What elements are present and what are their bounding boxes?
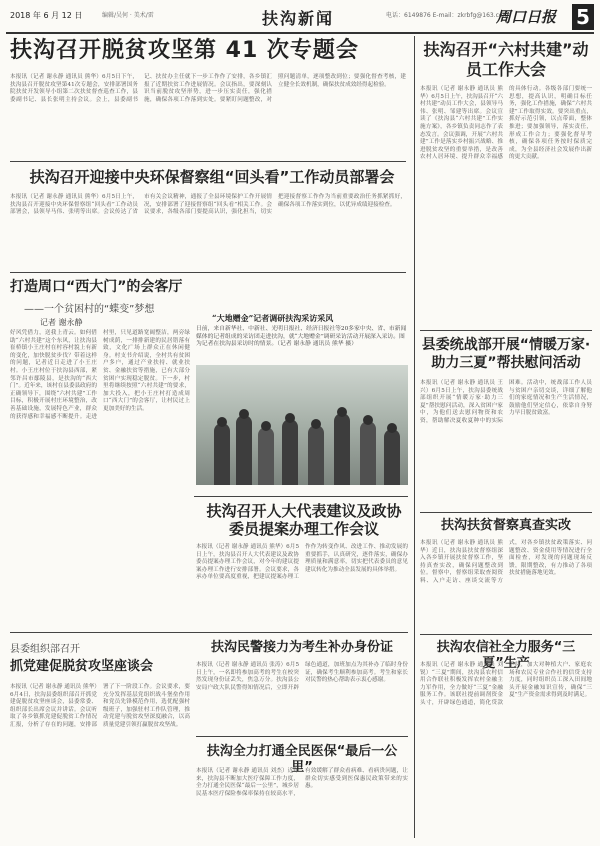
- article-4-title: 扶沟召开“六村共建”动员工作大会: [423, 40, 589, 79]
- page-header: [6, 4, 594, 34]
- page-number: 5: [572, 4, 594, 30]
- news-photo: [196, 365, 408, 485]
- article-1-title: 扶沟召开脱贫攻坚第 41 次专题会: [10, 38, 359, 63]
- article-9-kicker: 县委组织部召开: [10, 644, 80, 655]
- article-7-title: 扶沟农信社全力服务“三夏”生产: [436, 640, 576, 671]
- article-3-byline: 记者 谢永静: [40, 318, 83, 327]
- editor-credit: 编辑/吴何 · 美术/雷: [102, 12, 154, 19]
- article-3-body: 好风凭借力，送我上青云。如何借助“六村共建”这个东风，让扶沟县崔桥镇小王庄村在村容村貌上有新的变化，加快脱贫步伐？带着这样的问题，记者近日走进了小王庄村。小王庄村位于扶沟县西部，紧邻许昌市鄢陵县，是扶沟的“西大门”。近年来，该村在县委县政府的正确领导下，围绕“六村共建”工作目标，积极开展村庄环境整治，改善基础设施，发展特色产业，群众的获得感和幸福感不断提升。走进村里，只见道路宽阔整洁，两旁绿树成荫，一排排新建的民居错落有致，文化广场上群众正在休闲健身。村支书介绍说，全村共有贫困户多户，通过产业扶持、就业扶贫、金融扶贫等措施，已有大部分贫困户实现稳定脱贫。下一步，村里将继续按照“六村共建”的要求，加大投入，把小王庄村打造成周口“西大门”的会客厅，让村民过上更加美好的生活。: [10, 330, 190, 420]
- article-9-head: [10, 640, 190, 680]
- article-7-body: 本报讯（记者 谢永静 通讯员 刘锐）“三夏”期间，扶沟县农村信用合作联社积极发挥农村金融主力军作用，全力做好“三夏”金融服务工作。该联社提前调剂资金头寸，开辟绿色通道，简化贷款手续，加大对种植大户、家庭农场和农民专业合作社的信贷支持力度，同时组织员工深入田间地头开展金融知识宣传，确保“三夏”生产资金需求得到及时满足。: [420, 662, 592, 706]
- article-3-title: 打造周口“西大门”的会客厅: [10, 279, 183, 295]
- article-8-body: 本报讯（记者 谢永静 通讯员 熊华）6月5日上午，扶沟县召开人大代表建议及政协委员提案办理工作会议，对今年的建议提案办理工作进行安排部署。会议要求，各承办单位要高度重视，把建议提案办理工作作为转变作风、改进工作、推动发展的重要抓手，认真研究，逐件落实，确保办理质量和满意率，切实把代表委员的意见建议转化为推动全县发展的具体举措。: [196, 544, 408, 581]
- photo-feature-title: “大地赠金”记者调研扶沟采访采风: [212, 313, 334, 323]
- article-9-title: 抓党建促脱贫攻坚座谈会: [10, 659, 154, 674]
- photo-caption: 日前，来自新华社、中新社、光明日报社、经济日报社等20多家中央、省、市新闻媒体的记者组成的采访团走进扶沟，就“大地赠金”调研采访活动开展深入采访。图为记者在扶沟县采访时的情景。（记者 谢永静 通讯员 熊华 摄）: [196, 326, 407, 348]
- article-11-title: 扶沟全力打通全民医保“最后一公里”: [206, 744, 398, 775]
- article-5-body: 本报讯（记者 谢永静 通讯员 王兴）6月5日上午，扶沟县委统战部组织开展“情暖万家·助力三夏”帮扶慰问活动，深入贫困户家中，为他们送去慰问物资和农资，帮助解决夏收夏种中的实际困难。活动中，统战部工作人员与贫困户亲切交谈，详细了解他们的家庭情况和生产生活情况，鼓励他们坚定信心，依靠自身努力早日脱贫致富。: [420, 380, 592, 424]
- article-2-body: 本报讯（记者 谢永静 通讯员 熊华）6月5日上午，扶沟县召开迎接中央环保督察组“回头看”工作动员部署会，县领导马伟、张明等出席。会议传达了省市有关会议精神，通报了全县环境保护工作开展情况，安排部署了迎接督察组“回头看”相关工作。会议要求，各级各部门要提高认识，强化担当，切实把迎接督察工作作为当前重要政治任务抓紧抓好，确保各项工作落实到位，以优异成绩迎接检查。: [10, 194, 406, 216]
- divider: [196, 736, 408, 737]
- divider: [420, 330, 592, 331]
- article-1-title-wrap: [10, 38, 406, 70]
- article-10-body: 本报讯（记者 谢永静 通讯员 张涛）6月5日上午，一名即将参加高考的考生在校突然发现身份证丢失，焦急万分。扶沟县公安局户政大队民警得知情况后，立即开辟绿色通道，加班加点为其补办了临时身份证，确保考生顺利参加高考。考生和家长对民警的热心帮助表示衷心感谢。: [196, 662, 408, 691]
- article-11-body: 本报讯（记者 谢永静 通讯员 刘杰）近年来，扶沟县不断加大医疗保障工作力度，全力打通全民医保“最后一公里”，城乡居民基本医疗保险参保率保持在较高水平，有效缓解了群众看病难、看病贵问题，让群众切实感受到医保惠民政策带来的实惠。: [196, 768, 408, 797]
- column-divider: [414, 36, 415, 838]
- article-4-body: 本报讯（记者 谢永静 通讯员 熊华）6月5日上午，扶沟县召开“六村共建”动员工作大会，县领导马伟、张明、邹建等出席。会议宣读了《扶沟县“六村共建”工作实施方案》，各乡镇负责同志作了表态发言。会议强调，开展“六村共建”工作是落实乡村振兴战略、推进脱贫攻坚的重要举措，是改善农村人居环境、提升群众幸福感的具体行动。各级各部门要统一思想，提高认识，明确目标任务，强化工作措施，确保“六村共建”工作取得实效。要突出重点，抓好示范引领，以点带面，整体推进；要加强领导，落实责任，形成工作合力；要强化督导考核，确保各项任务按时保质完成，为全县经济社会发展作出新的更大贡献。: [420, 86, 592, 161]
- section-title: 扶沟新闻: [262, 9, 335, 28]
- article-3-subtitle: ——一个贫困村的“蝶变”梦想: [24, 304, 155, 315]
- article-2-title: 扶沟召开迎接中央环保督察组“回头看”工作动员部署会: [29, 168, 395, 186]
- article-9-body: 本报讯（记者 谢永静 通讯员 熊华）6月4日，扶沟县委组织部召开抓党建促脱贫攻坚座谈会，县委常委、组织部长出席会议并讲话。会议听取了各乡镇抓党建促脱贫工作情况汇报，分析了存在的问题，安排部署了下一阶段工作。会议要求，要充分发挥基层党组织战斗堡垒作用和党员先锋模范作用，选优配强村级班子，加强驻村工作队管理，推动党建与脱贫攻坚深度融合，以高质量党建引领打赢脱贫攻坚战。: [10, 684, 190, 728]
- divider: [194, 496, 408, 497]
- divider: [10, 632, 408, 633]
- article-5-title: 县委统战部开展“情暖万家·助力三夏”帮扶慰问活动: [421, 337, 591, 371]
- article-1-body: 本报讯（记者 谢永静 通讯员 熊华）6月5日下午，扶沟县召开脱贫攻坚第41次专题会，安排部署国务院扶贫开发领导小组第二次扶贫督查巡查工作，县委副书记、县长张明主持会议。会上，县委副书记、扶贫办主任就下一步工作作了安排，各乡镇汇报了近期扶贫工作进展情况。会议指出，要深刻认识当前脱贫攻坚形势，进一步压实责任，强化措施，确保各项工作落到实处。要紧盯问题整改，对照问题清单，逐项整改到位；要强化督查考核，建立健全长效机制，确保扶贫成效经得起检验。: [10, 74, 406, 103]
- article-6-body: 本报讯（记者 谢永静 通讯员 熊华）近日，扶沟县扶贫督察组深入各乡镇开展扶贫督察工作，坚持真查实改，确保问题整改到位。督察中，督察组采取查阅资料、入户走访、座谈交流等方式，对各乡镇扶贫政策落实、问题整改、资金使用等情况进行全面检查，对发现的问题现场反馈，限期整改，有力推动了各项扶贫措施落地见效。: [420, 540, 592, 584]
- newspaper-logo: 周口日报: [496, 8, 557, 26]
- article-10-title: 扶沟民警接力为考生补办身份证: [210, 640, 393, 655]
- article-3-head: [10, 278, 190, 327]
- divider: [420, 512, 592, 513]
- contact-info: 电话：6149876 E-mail：zkrbfg@163.com: [386, 12, 509, 19]
- divider: [10, 161, 406, 162]
- divider: [10, 272, 406, 273]
- divider: [420, 634, 592, 635]
- article-6-title: 扶沟扶贫督察真查实改: [440, 518, 571, 533]
- article-8-title: 扶沟召开人大代表建议及政协委员提案办理工作会议: [206, 502, 402, 538]
- issue-date: 2018 年 6 月 12 日: [10, 11, 83, 20]
